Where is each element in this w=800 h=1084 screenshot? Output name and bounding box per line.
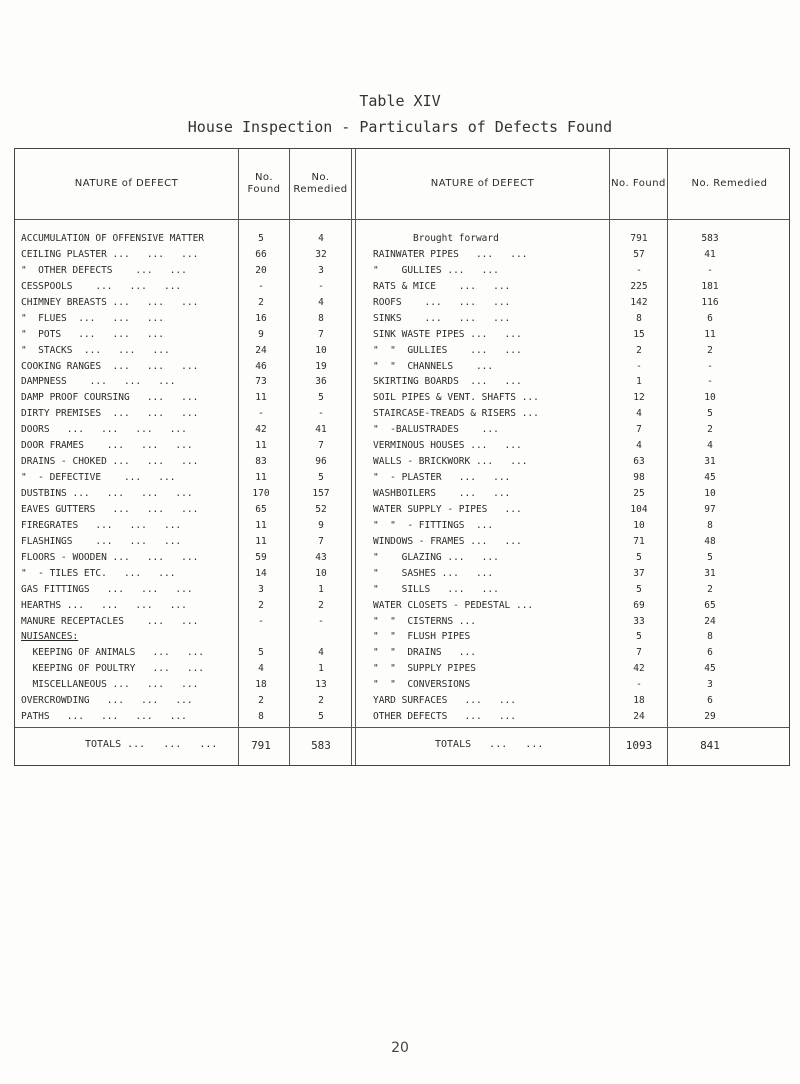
left-remedied: 7 [318, 535, 324, 547]
left-remedied: 2 [318, 599, 324, 611]
left-remedied: 52 [315, 503, 327, 515]
left-label: FLASHINGS ... ... ... [21, 535, 182, 547]
right-label: WATER SUPPLY - PIPES ... [373, 503, 522, 515]
right-found: 5 [636, 631, 642, 643]
table-row [15, 693, 789, 709]
left-remedied: 32 [315, 248, 327, 260]
right-found: 4 [636, 408, 642, 420]
right-label: SINKS ... ... ... [373, 312, 511, 324]
left-found: 11 [255, 472, 267, 484]
right-label: STAIRCASE-TREADS & RISERS ... [373, 408, 539, 420]
left-found: 5 [258, 233, 264, 244]
left-remedied: 5 [318, 472, 324, 484]
right-remedied: 45 [704, 663, 716, 675]
table-row [15, 486, 789, 502]
header-remedied-left: No. Remedied [293, 171, 348, 195]
table-row [15, 295, 789, 311]
right-label: SKIRTING BOARDS ... ... [373, 376, 522, 388]
left-label: MISCELLANEOUS ... ... ... [21, 679, 199, 691]
left-found: 170 [252, 488, 270, 499]
left-label: DUSTBINS ... ... ... ... [21, 488, 193, 499]
right-remedied: 97 [704, 503, 716, 515]
right-found: 63 [633, 456, 645, 468]
left-remedied: 36 [315, 376, 327, 388]
totals-left-found: 791 [251, 739, 271, 752]
table-row [15, 677, 789, 693]
right-found: 8 [636, 312, 642, 324]
right-found: 15 [633, 328, 645, 340]
right-found: 7 [636, 424, 642, 436]
left-found: 42 [255, 424, 267, 436]
right-found: - [636, 679, 642, 691]
left-remedied: 43 [315, 551, 327, 563]
left-label: KEEPING OF POULTRY ... ... [21, 663, 205, 675]
right-remedied: 8 [707, 519, 713, 531]
left-label: CHIMNEY BREASTS ... ... ... [21, 296, 199, 308]
table-row [15, 231, 789, 247]
right-found: 5 [636, 583, 642, 595]
left-label: EAVES GUTTERS ... ... ... [21, 503, 199, 515]
totals-left-label: TOTALS ... ... ... [85, 739, 218, 750]
left-found: 3 [258, 583, 264, 595]
right-label: WASHBOILERS ... ... [373, 488, 511, 499]
right-found: 98 [633, 472, 645, 484]
right-remedied: 6 [707, 695, 713, 707]
right-remedied: 5 [707, 551, 713, 563]
left-label: MANURE RECEPTACLES ... ... [21, 615, 199, 627]
right-found: 2 [636, 344, 642, 356]
right-found: - [636, 360, 642, 372]
left-label: GAS FITTINGS ... ... ... [21, 583, 193, 595]
right-remedied: - [707, 376, 713, 388]
left-found: 65 [255, 503, 267, 515]
left-remedied: 5 [318, 392, 324, 404]
right-remedied: 31 [704, 456, 716, 468]
left-label: " OTHER DEFECTS ... ... [21, 264, 187, 276]
right-remedied: - [707, 264, 713, 276]
table-row [15, 661, 789, 677]
right-label: " " SUPPLY PIPES [373, 663, 476, 675]
right-remedied: 29 [704, 711, 716, 723]
left-label: NUISANCES: [21, 631, 79, 643]
table-row [15, 598, 789, 614]
left-remedied: 5 [318, 711, 324, 723]
right-remedied: 8 [707, 631, 713, 643]
left-remedied: 4 [318, 233, 324, 244]
left-found: 2 [258, 695, 264, 707]
right-label: " " CONVERSIONS [373, 679, 471, 691]
right-remedied: 31 [704, 567, 716, 579]
header-nature-right: NATURE of DEFECT [430, 177, 535, 189]
left-found: - [258, 615, 264, 627]
totals-row [15, 727, 789, 767]
left-found: 2 [258, 599, 264, 611]
right-found: 12 [633, 392, 645, 404]
right-label: " " FLUSH PIPES [373, 631, 471, 643]
right-found: 18 [633, 695, 645, 707]
left-remedied: 96 [315, 456, 327, 468]
left-found: 59 [255, 551, 267, 563]
right-label: " SASHES ... ... [373, 567, 494, 579]
left-remedied: 9 [318, 519, 324, 531]
right-remedied: 4 [707, 440, 713, 452]
right-label: WINDOWS - FRAMES ... ... [373, 535, 522, 547]
left-label: DRAINS - CHOKED ... ... ... [21, 456, 199, 468]
right-label: VERMINOUS HOUSES ... ... [373, 440, 522, 452]
left-label: KEEPING OF ANIMALS ... ... [21, 647, 205, 659]
right-remedied: 10 [704, 488, 716, 499]
left-found: 20 [255, 264, 267, 276]
left-remedied: 10 [315, 567, 327, 579]
left-found: 11 [255, 519, 267, 531]
page-number: 20 [391, 1040, 409, 1056]
table-row [15, 629, 789, 645]
table-row [15, 374, 789, 390]
right-label: OTHER DEFECTS ... ... [373, 711, 516, 723]
left-found: 5 [258, 647, 264, 659]
header-found-left: No. Found [247, 171, 281, 195]
right-remedied: 6 [707, 312, 713, 324]
right-found: 10 [633, 519, 645, 531]
left-found: 11 [255, 535, 267, 547]
left-label: PATHS ... ... ... ... [21, 711, 187, 723]
right-remedied: 2 [707, 424, 713, 436]
right-found: 33 [633, 615, 645, 627]
right-label: Brought forward [373, 233, 499, 244]
table-row [15, 406, 789, 422]
header-nature-left: NATURE of DEFECT [74, 177, 179, 189]
left-found: 2 [258, 296, 264, 308]
left-found: - [258, 280, 264, 292]
left-remedied: 4 [318, 647, 324, 659]
right-remedied: 24 [704, 615, 716, 627]
right-label: " " - FITTINGS ... [373, 519, 494, 531]
left-label: FLOORS - WOODEN ... ... ... [21, 551, 199, 563]
totals-left-remedied: 583 [311, 739, 331, 752]
left-found: 24 [255, 344, 267, 356]
totals-right-found: 1093 [625, 739, 653, 752]
left-found: 11 [255, 392, 267, 404]
table-row [15, 390, 789, 406]
right-label: RATS & MICE ... ... [373, 280, 511, 292]
right-remedied: 45 [704, 472, 716, 484]
table-row [15, 534, 789, 550]
right-found: 1 [636, 376, 642, 388]
right-found: 142 [630, 296, 648, 308]
left-found: 9 [258, 328, 264, 340]
right-label: WALLS - BRICKWORK ... ... [373, 456, 528, 468]
right-label: RAINWATER PIPES ... ... [373, 248, 528, 260]
right-remedied: 65 [704, 599, 716, 611]
left-label: COOKING RANGES ... ... ... [21, 360, 199, 372]
right-remedied: - [707, 360, 713, 372]
left-label: " - DEFECTIVE ... ... [21, 472, 176, 484]
table-body [15, 231, 789, 725]
left-label: DIRTY PREMISES ... ... ... [21, 408, 199, 420]
right-label: " SILLS ... ... [373, 583, 499, 595]
left-remedied: 2 [318, 695, 324, 707]
defects-table [14, 148, 790, 766]
right-remedied: 5 [707, 408, 713, 420]
table-row [15, 502, 789, 518]
left-remedied: 13 [315, 679, 327, 691]
left-label: ACCUMULATION OF OFFENSIVE MATTER [21, 233, 205, 244]
right-remedied: 181 [701, 280, 719, 292]
right-label: " " CISTERNS ... [373, 615, 476, 627]
left-label: " FLUES ... ... ... [21, 312, 164, 324]
left-label: OVERCROWDING ... ... ... [21, 695, 193, 707]
right-found: 225 [630, 280, 648, 292]
right-label: " GULLIES ... ... [373, 264, 499, 276]
table-row [15, 263, 789, 279]
right-label: " " CHANNELS ... [373, 360, 494, 372]
left-found: 16 [255, 312, 267, 324]
right-remedied: 2 [707, 583, 713, 595]
table-row [15, 247, 789, 263]
right-label: ROOFS ... ... ... [373, 296, 511, 308]
right-label: SINK WASTE PIPES ... ... [373, 328, 522, 340]
table-row [15, 327, 789, 343]
left-remedied: 41 [315, 424, 327, 436]
right-label: " " GULLIES ... ... [373, 344, 522, 356]
right-found: - [636, 264, 642, 276]
table-row [15, 454, 789, 470]
left-remedied: 3 [318, 264, 324, 276]
header-found-right: No. Found [611, 177, 666, 189]
left-remedied: 1 [318, 663, 324, 675]
table-row [15, 279, 789, 295]
right-found: 24 [633, 711, 645, 723]
left-remedied: 7 [318, 328, 324, 340]
totals-right-label: TOTALS ... ... [435, 739, 544, 750]
table-row [15, 518, 789, 534]
left-found: 66 [255, 248, 267, 260]
left-found: - [258, 408, 264, 420]
left-remedied: - [318, 280, 324, 292]
left-remedied: - [318, 615, 324, 627]
left-label: " - TILES ETC. ... ... [21, 567, 176, 579]
right-remedied: 10 [704, 392, 716, 404]
table-subtitle: House Inspection - Particulars of Defects Found [187, 118, 613, 136]
left-remedied: 157 [312, 488, 330, 499]
header-remedied-right: No. Remedied [691, 177, 768, 189]
right-remedied: 583 [701, 233, 719, 244]
right-label: YARD SURFACES ... ... [373, 695, 516, 707]
left-remedied: 19 [315, 360, 327, 372]
left-remedied: 4 [318, 296, 324, 308]
table-row [15, 343, 789, 359]
left-remedied: 7 [318, 440, 324, 452]
right-found: 4 [636, 440, 642, 452]
table-row [15, 422, 789, 438]
table-row [15, 614, 789, 630]
right-label: " GLAZING ... ... [373, 551, 499, 563]
left-label: " STACKS ... ... ... [21, 344, 170, 356]
left-found: 8 [258, 711, 264, 723]
right-found: 71 [633, 535, 645, 547]
table-row [15, 470, 789, 486]
right-remedied: 48 [704, 535, 716, 547]
left-found: 4 [258, 663, 264, 675]
right-remedied: 11 [704, 328, 716, 340]
table-row [15, 550, 789, 566]
table-title: Table XIV [359, 92, 441, 110]
right-found: 57 [633, 248, 645, 260]
left-remedied: - [318, 408, 324, 420]
left-label: HEARTHS ... ... ... ... [21, 599, 187, 611]
table-row [15, 709, 789, 725]
left-remedied: 1 [318, 583, 324, 595]
left-found: 46 [255, 360, 267, 372]
right-found: 69 [633, 599, 645, 611]
table-row [15, 438, 789, 454]
left-label: CESSPOOLS ... ... ... [21, 280, 182, 292]
right-remedied: 6 [707, 647, 713, 659]
left-found: 83 [255, 456, 267, 468]
right-label: SOIL PIPES & VENT. SHAFTS ... [373, 392, 539, 404]
header-rule [15, 219, 789, 220]
left-label: " POTS ... ... ... [21, 328, 164, 340]
right-found: 104 [630, 503, 648, 515]
left-found: 73 [255, 376, 267, 388]
left-found: 18 [255, 679, 267, 691]
left-remedied: 10 [315, 344, 327, 356]
left-label: FIREGRATES ... ... ... [21, 519, 182, 531]
left-found: 11 [255, 440, 267, 452]
table-row [15, 566, 789, 582]
left-label: DOORS ... ... ... ... [21, 424, 187, 436]
table-row [15, 311, 789, 327]
right-found: 7 [636, 647, 642, 659]
totals-right-remedied: 841 [700, 739, 720, 752]
right-remedied: 3 [707, 679, 713, 691]
left-label: DOOR FRAMES ... ... ... [21, 440, 193, 452]
left-label: DAMP PROOF COURSING ... ... [21, 392, 199, 404]
right-remedied: 2 [707, 344, 713, 356]
right-found: 791 [630, 233, 648, 244]
left-label: CEILING PLASTER ... ... ... [21, 248, 199, 260]
right-found: 37 [633, 567, 645, 579]
right-found: 25 [633, 488, 645, 499]
left-remedied: 8 [318, 312, 324, 324]
table-row [15, 582, 789, 598]
right-remedied: 116 [701, 296, 719, 308]
right-label: WATER CLOSETS - PEDESTAL ... [373, 599, 534, 611]
left-label: DAMPNESS ... ... ... [21, 376, 176, 388]
right-remedied: 41 [704, 248, 716, 260]
left-found: 14 [255, 567, 267, 579]
table-row [15, 359, 789, 375]
table-row [15, 645, 789, 661]
right-label: " " DRAINS ... [373, 647, 476, 659]
right-label: " -BALUSTRADES ... [373, 424, 499, 436]
right-found: 5 [636, 551, 642, 563]
right-found: 42 [633, 663, 645, 675]
right-label: " - PLASTER ... ... [373, 472, 511, 484]
